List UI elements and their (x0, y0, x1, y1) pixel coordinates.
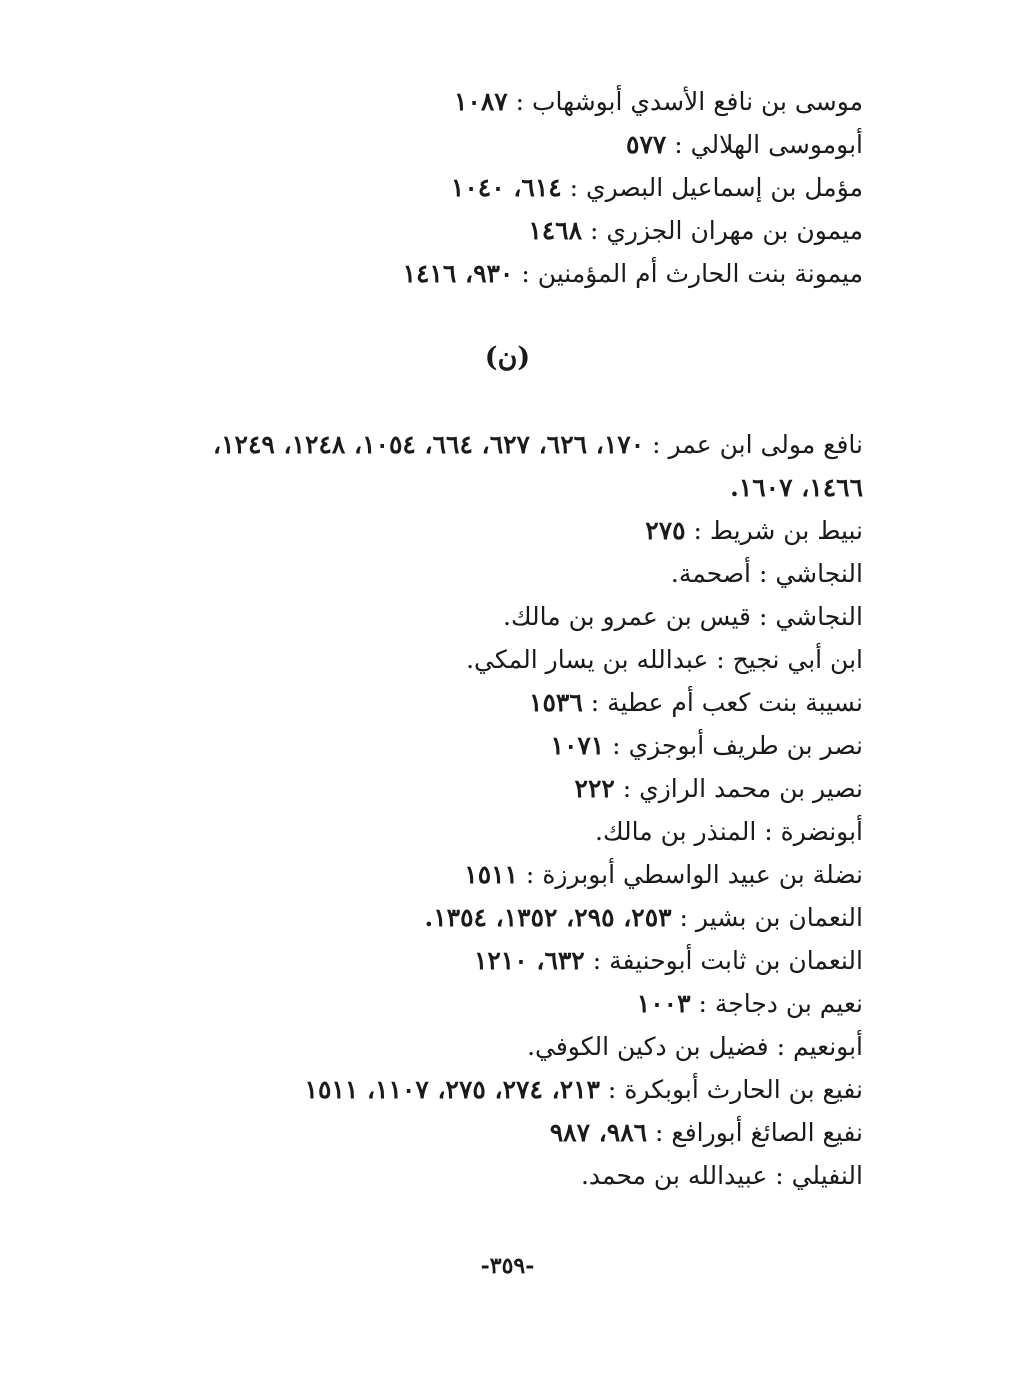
entry-refs: ١٠٠٣ (636, 989, 691, 1018)
index-entry (425, 898, 864, 938)
entry-separator: : (751, 602, 776, 631)
entry-name: نضلة بن عبيد الواسطي أبوبرزة (542, 860, 863, 889)
index-entry-continuation (730, 468, 863, 508)
entry-name: نسيبة بنت كعب أم عطية (607, 688, 863, 717)
entry-refs: ١٤٦٦، ١٦٠٧. (730, 473, 863, 502)
entry-refs: ١٠٧١ (550, 731, 605, 760)
entry-separator: : (582, 216, 607, 245)
index-entry (466, 640, 863, 680)
index-entry (474, 941, 863, 981)
index-entry (464, 855, 863, 895)
index-entry (671, 554, 863, 594)
entry-refs: ٩٣٠، ١٤١٦ (402, 259, 514, 288)
entry-separator: : (604, 731, 629, 760)
entry-name: نبيط بن شريط (709, 516, 863, 545)
entry-separator: : (513, 259, 538, 288)
entry-refs: ١٧٠، ٦٢٦، ٦٢٧، ٦٦٤، ١٠٥٤، ١٢٤٨، ١٢٤٩، (213, 430, 645, 459)
index-entry (529, 683, 863, 723)
index-entry (595, 812, 863, 852)
entry-name: النعمان بن بشير (695, 903, 863, 932)
index-entry (503, 597, 863, 637)
entry-refs: ٢٧٥ (645, 516, 686, 545)
entry-separator: : (690, 989, 715, 1018)
entry-name: ميمونة بنت الحارث أم المؤمنين (537, 259, 863, 288)
page-number: -٣٥٩- (480, 1253, 535, 1279)
index-entry (403, 254, 863, 294)
entry-separator: : (644, 430, 669, 459)
index-entry (213, 425, 863, 465)
entry-name: النعمان بن ثابت أبوحنيفة (609, 946, 863, 975)
entry-separator: : (768, 1032, 793, 1061)
entry-crossref: المنذر بن مالك. (595, 817, 757, 846)
entry-separator: : (767, 1161, 792, 1190)
index-entry (305, 1070, 863, 1110)
index-entry (454, 82, 863, 122)
entry-crossref: أصحمة. (670, 559, 752, 588)
index-entry (575, 769, 863, 809)
index-entry (645, 511, 863, 551)
entry-separator: : (517, 860, 543, 889)
entry-separator: : (708, 645, 733, 674)
entry-refs: ٢١٣، ٢٧٤، ٢٧٥، ١١٠٧، ١٥١١ (304, 1075, 600, 1104)
index-entry (551, 726, 863, 766)
index-entry (550, 1113, 863, 1153)
index-entry (528, 211, 863, 251)
entry-name: أبونضرة (780, 817, 863, 846)
entry-separator: : (599, 1075, 625, 1104)
index-entry (581, 1156, 863, 1196)
entry-separator: : (751, 559, 776, 588)
index-entry (451, 168, 863, 208)
entry-separator: : (614, 774, 640, 803)
entry-refs: ٦١٤، ١٠٤٠ (450, 173, 562, 202)
entry-crossref: عبيدالله بن محمد. (580, 1161, 768, 1190)
entry-name: ميمون بن مهران الجزري (606, 216, 863, 245)
entry-name: أبونعيم (792, 1032, 863, 1061)
entry-crossref: عبدالله بن يسار المكي. (466, 645, 709, 674)
entry-refs: ٩٨٦، ٩٨٧ (549, 1118, 648, 1147)
entry-separator: : (507, 87, 533, 116)
entry-refs: ٦٣٢، ١٢١٠ (473, 946, 585, 975)
entry-name: نافع مولى ابن عمر (668, 430, 863, 459)
entry-name: نفيع بن الحارث أبوبكرة (624, 1075, 863, 1104)
entry-name: نعيم بن دجاجة (714, 989, 863, 1018)
index-entry (637, 984, 863, 1024)
entry-separator: : (584, 946, 610, 975)
entry-name: النفيلي (791, 1161, 863, 1190)
entry-name: النجاشي (775, 602, 863, 631)
entry-refs: ١٥١١ (464, 860, 518, 889)
entry-crossref: قيس بن عمرو بن مالك. (503, 602, 752, 631)
index-entry (527, 1027, 863, 1067)
entry-separator: : (666, 130, 691, 159)
entry-name: نصر بن طريف أبوجزي (628, 731, 863, 760)
entry-refs: ٥٧٧ (626, 130, 667, 159)
entry-separator: : (647, 1118, 672, 1147)
entry-name: النجاشي (775, 559, 863, 588)
entry-name: ابن أبي نجيح (732, 645, 863, 674)
entry-refs: ١٠٨٧ (453, 87, 508, 116)
entry-name: أبوموسى الهلالي (690, 130, 863, 159)
entry-separator: : (756, 817, 781, 846)
entry-refs: ١٤٦٨ (528, 216, 583, 245)
entry-separator: : (685, 516, 710, 545)
entry-refs: ٢٢٢ (574, 774, 615, 803)
entry-separator: : (671, 903, 696, 932)
section-letter-heading: (ن) (484, 342, 531, 373)
entry-crossref: فضيل بن دكين الكوفي. (527, 1032, 769, 1061)
index-entry (626, 125, 863, 165)
entry-name: نصير بن محمد الرازي (639, 774, 863, 803)
entry-refs: ٢٥٣، ٢٩٥، ١٣٥٢، ١٣٥٤. (424, 903, 672, 932)
entry-separator: : (582, 688, 608, 717)
entry-name: نفيع الصائغ أبورافع (671, 1118, 863, 1147)
entry-separator: : (561, 173, 587, 202)
entry-name: موسى بن نافع الأسدي أبوشهاب (532, 87, 863, 116)
entry-refs: ١٥٣٦ (529, 688, 583, 717)
entry-name: مؤمل بن إسماعيل البصري (586, 173, 863, 202)
